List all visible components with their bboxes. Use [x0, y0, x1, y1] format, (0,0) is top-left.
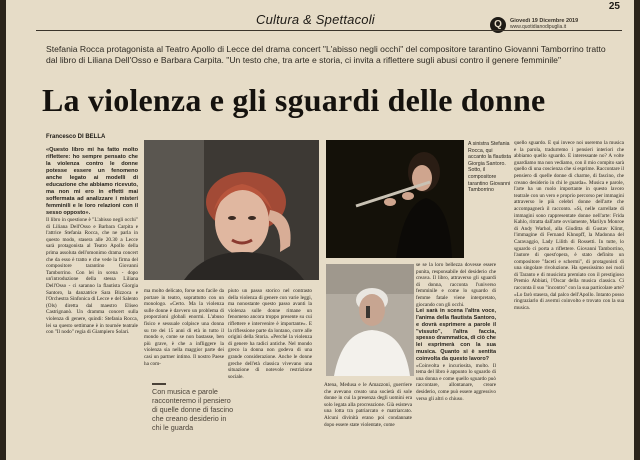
article-column-2: ma molto delicato, forse non facile da portare in teatro, soprattutto con un monologo. «Certo. Ma la violenza sulle donne è davvero un problema di proporzioni globali enormi. L'abuso fisico e sessuale colpisce una donna su tre dei 15 anni di età in tutto il mondo e, come se non bastasse, ben più grave, è che a infliggere la violenza sia nella maggior parte dei casi un partner intimo. Il nostro Paese ha com- [144, 288, 224, 367]
photo-caption: A sinistra Stefania Rocca, qui accanto la flautista Giorgia Santoro. Sotto, il compositore tarantino Giovanni Tamborrino [468, 141, 511, 194]
dateline [510, 18, 578, 30]
column-5-body: se se la loro bellezza dovesse essere punita, responsabile del desiderio che creava. Il libro, attraverso gli sguardi di donna, racconta l'universo femminile e come lo sguardo di femme fatale viene interpretato, giocando con gli occhi. [416, 262, 496, 308]
interview-question: Lei sarà in scena l'altra voce, l'anima della flautista Santoro, e dovrà esprimere a parole il "vissuto", l'altra faccia, spesso drammatica, di ciò che lei esprimerà con la sua musica. Quanto si è sentita coinvolta da questo lavoro? [416, 308, 496, 362]
quote-rule [152, 383, 166, 385]
portrait-image [144, 140, 319, 280]
article-headline: La violenza e gli sguardi delle donne [42, 82, 546, 118]
article-column-1 [46, 147, 138, 457]
pull-quote-text: Con musica e parole racconteremo il pensiero di quelle donne di fascino che creano desiderio in chi le guarda [152, 387, 234, 432]
photo-composer-tamborrino [326, 264, 414, 376]
photo-flutist-santoro [326, 140, 464, 258]
article-subhead: Stefania Rocca protagonista al Teatro Apollo di Lecce del drama concert "L'abisso negli occhi" del compositore tarantino Giovanni Tamborrino tratto dal libro di Liliana Dell'Osso e Barbara Carpita. "Un testo che, tra arte e storia, ci invita a riflettere sugli abusi contro il genere femminile" [46, 44, 606, 65]
website: www.quotidianodipuglia.it [510, 24, 567, 30]
pull-quote [152, 383, 236, 432]
column-5-body-2: «Coinvolta e incuriosita, molto. Il tema del libro è appunto lo sguardo di una donna e come quello sguardo può raccontare, allontanare, creare desiderio, come può essere aggressivo verso gli altri o chiuso. [416, 362, 496, 402]
composer-image [326, 264, 414, 376]
newspaper-logo-icon: Q [490, 17, 506, 33]
section-title: Cultura & Spettacoli [256, 12, 375, 27]
newspaper-page [6, 0, 634, 460]
column-1-body: Il libro in questione è "L'abisso negli occhi" di Liliana Dell'Osso e Barbara Carpita e l'attrice Stefania Rocca, che ne parla in questo modo, stasera alle 20.30 a Lecce sarà protagonista al Teatro Apollo della prima assoluta dell'omonimo drama concert che da esso è tratto e che vede la firma del compositore tarantino Giovanni Tamborrino. Con lei in scena - dopo un'introduzione della stessa Liliana Dell'Osso - ci saranno la flautista Giorgia Santoro, la danzatrice Sara Bizzoca e l'Orchestra Sinfonica di Lecce e del Salento (Ols) diretta dal maestro Eliseo Castrignanò. Un dramma concert sulla violenza di genere, quindi: Stefania Rocca, lei sa questo settimane è in tournée teatrale con "Il nodo" regia di Giampiero Solari. [46, 217, 138, 336]
page-number: 25 [608, 1, 620, 12]
article-column-4: Atena, Medusa e le Amazzoni, guerriere che avevano creato una società di sole donne in cui la presenza degli uomini era solo legata alla procreazione. Già esisteva una lotta tra patriarcato e matriarcato. Alcuni divinità erano poi condannate dopo essere state violentate, come [324, 382, 412, 428]
flutist-image [326, 140, 464, 258]
article-column-6: quello sguardo. E qui invece noi useremo la musica e la parola, tradurremo i pensieri interiori che abbiamo quello sguardo. E interessante no? A volte guardiamo ma non vediamo, con il mio compito sarà quello di una coscienza che si esprime. Raccontare il pensiero di quelle donne di charme, di fascino, che creano desiderio in chi le guarda». Musica e parole, l'arte ha un ruolo importante in questo lavoro teatrale con un vero e proprio percorso per immagini attraverso le più celebri donne dell'arte che accompagnerà il racconto. «Si, nelle carrellate di immagini sono rappresentate donne nell'arte: Frida Kahlo, ritratta dall'arte ovviamente, Marilyn Monroe di Andy Warhol, alla Giuditta di Gustav Klimt, l'immagine di Fernand Khnopff, la Madonna del Caravaggio, Lady Lilith di Rossetti. In tutte, lo sguardo ci porta a riflettere. Giovanni Tamborrino, l'autore di quest'opera, è stato definito un compositore "faceti e schermi", di protagonisti di una singolare rivoluzione. Ha spessissimo nei ruoli di Taranto e di musicista premiato con il prestigioso Premio Abbiati, l'Oscar della musica classica. Ci racconta il suo "incontro" con la sua particolare arte? «Lo farò stasera, dal palco dell'Apollo. Intanto posso ringraziarlo di avermi coinvolto e trovato con la sua musica. [514, 140, 624, 311]
byline: Francesco DI BELLA [46, 134, 106, 140]
header-rule [36, 30, 622, 31]
photo-stefania-rocca [144, 140, 319, 280]
article-lead: «Questo libro mi ha fatto molto riflettere: ho sempre pensato che la violenza contro le donne potesse essere un fenomeno anche legato ai modelli di educazione che abbiamo ricevuto, ma non mi ero in effetti mai soffermata ad analizzare i misteri femminili e le loro relazioni con il sesso opposto». [46, 147, 138, 216]
issue-date: Giovedì 19 Dicembre 2019 [510, 18, 579, 24]
article-column-3: piuto un passo storico nel contrasto della violenza di genere con varie leggi, ma nonostante questo passo avanti la violenza sulle donne rimane un fenomeno ancora troppo presente su cui riflettere e intervenire è importante». E la riflessione parte da lontano, corre alle origini della Storia. «Perché la violenza di genere ha radici antiche. Nel mondo greco la donna non godeva di una grande considerazione. Anche le donne greche dell'età classica vivevano una situazione di notevole restrizione sociale. [228, 288, 312, 380]
article-column-5 [416, 262, 496, 458]
